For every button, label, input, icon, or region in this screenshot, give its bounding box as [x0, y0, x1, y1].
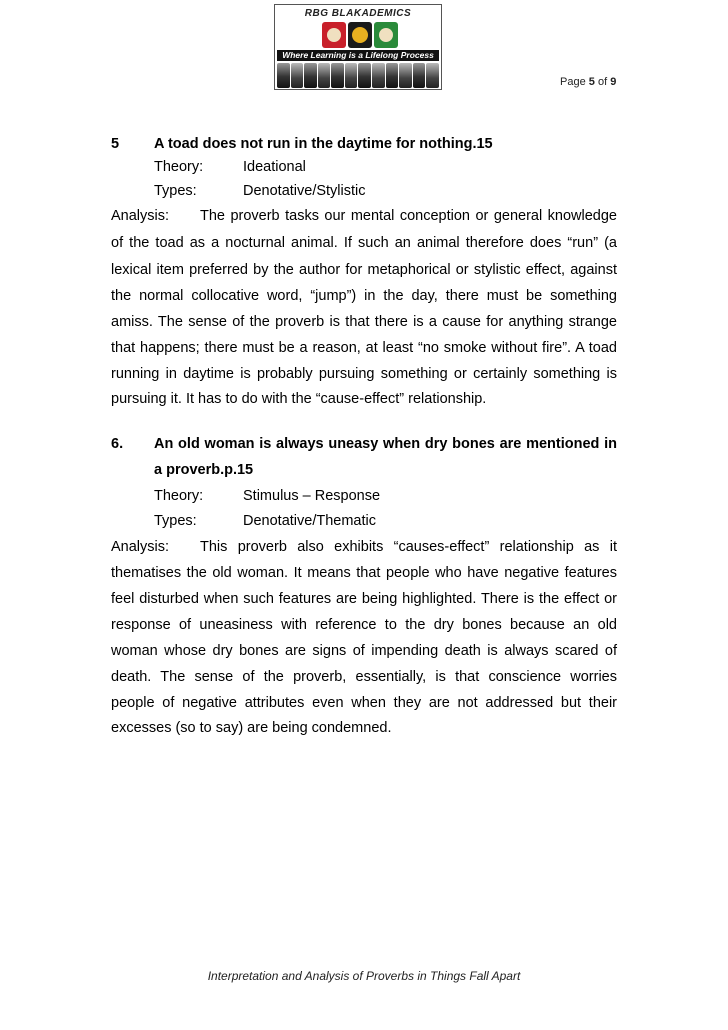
types-value: Denotative/Stylistic — [243, 183, 366, 199]
theory-value: Ideational — [243, 159, 306, 175]
types-value: Denotative/Thematic — [243, 513, 376, 529]
analysis-line: thematises the old woman. It means that people who have negative features — [111, 565, 617, 581]
analysis-line: people of negative attributes even when they are not addressed but their — [111, 695, 617, 711]
analysis-line: The proverb tasks our mental conception or general knowledge — [200, 208, 617, 224]
logo-emblem-icon — [320, 20, 400, 50]
types-label: Types: — [154, 513, 197, 529]
theory-label: Theory: — [154, 488, 204, 504]
logo-portrait-strip — [277, 63, 439, 88]
analysis-line: of the toad as a nocturnal animal. If such an animal therefore does “run” (a — [111, 235, 617, 251]
analysis-label: Analysis: — [111, 539, 170, 555]
theory-value: Stimulus – Response — [243, 488, 381, 504]
proverb-heading-continued: a proverb.p.15 — [154, 462, 254, 478]
analysis-line: This proverb also exhibits “causes-effect” relationship as it — [200, 539, 617, 555]
theory-label: Theory: — [154, 159, 204, 175]
types-label: Types: — [154, 183, 197, 199]
analysis-line: lexical item preferred by the author for metaphorical or stylistic effect, against — [111, 262, 617, 278]
analysis-line: amiss. The sense of the proverb is that there is a cause for anything strange — [111, 314, 617, 330]
logo-title: RBG BLAKADEMICS — [304, 8, 412, 19]
analysis-line: woman whose dry bones are signs of impending death is always scared of — [111, 643, 617, 659]
analysis-line: the normal collocative word, “jump”) in the day, there must be something — [111, 288, 617, 304]
analysis-line: that happens; there must be a reason, at least “no smoke without fire”. A toad — [111, 340, 617, 356]
proverb-number: 5 — [111, 136, 120, 152]
page-footer: Interpretation and Analysis of Proverbs in Things Fall Apart — [207, 969, 521, 983]
analysis-line: response of uneasiness with reference to the dry bones because an old — [111, 617, 617, 633]
analysis-line: running in daytime is probably pursuing something or certainly something is — [111, 366, 617, 382]
analysis-line: feel disturbed when such features are being highlighted. There is the effect or — [111, 591, 617, 607]
proverb-number: 6. — [111, 436, 124, 452]
page-number: Page 5 of 9 — [560, 76, 617, 88]
analysis-label: Analysis: — [111, 208, 170, 224]
analysis-line: pursuing it. It has to do with the “cause-effect” relationship. — [111, 391, 487, 407]
rbg-blakademics-logo — [274, 4, 442, 90]
analysis-line: excesses (so to say) are being condemned. — [111, 720, 392, 736]
proverb-heading: An old woman is always uneasy when dry bones are mentioned in — [154, 436, 617, 452]
logo-tagline: Where Learning is a Lifelong Process — [277, 50, 439, 61]
analysis-line: death. The sense of the proverb, essentially, is that conscience worries — [111, 669, 617, 685]
proverb-heading: A toad does not run in the daytime for nothing.15 — [154, 136, 493, 152]
